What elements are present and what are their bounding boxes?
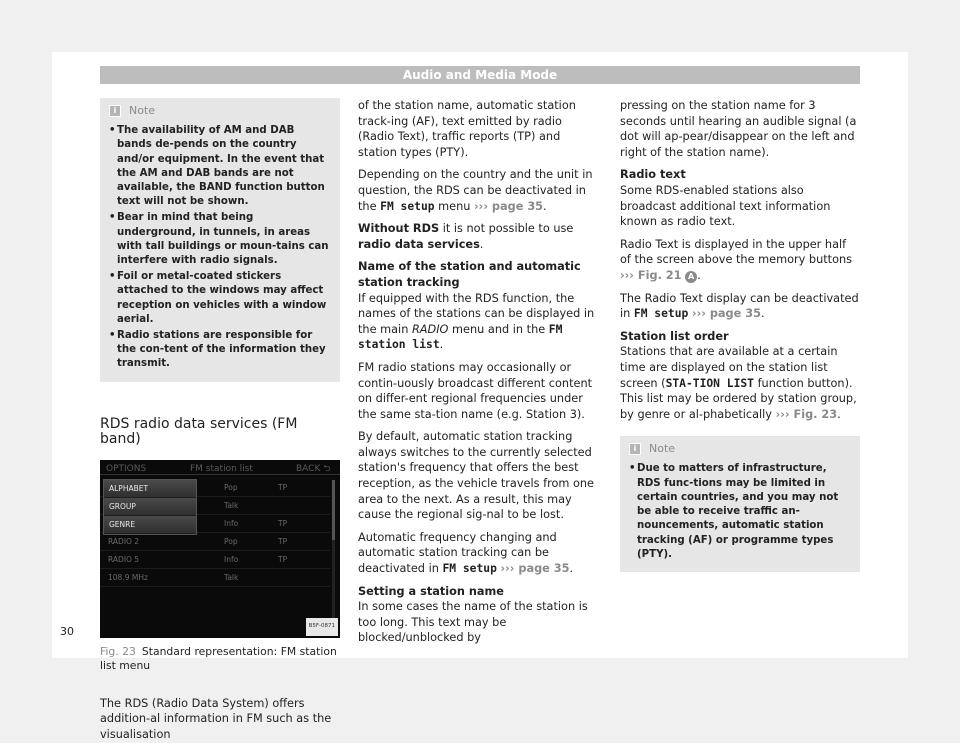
page-number: 30 <box>60 625 74 638</box>
back-arrow-icon: ⮌ <box>323 463 331 474</box>
section-title: RDS radio data services (FM band) <box>100 415 298 448</box>
paragraph: In some cases the name of the station is too long. This text may be blocked/unblocked by <box>358 600 588 645</box>
paragraph: The Radio Text display can be deactivated in FM setup ››› page 35. <box>620 291 859 321</box>
paragraph: Stations that are available at a certain time are displayed on the station list screen (STA-TION LIST function button). This list may be ordered by station group, by genre or al-phabetically ››› Fig. 23. <box>620 345 857 421</box>
note-item: • Foil or metal-coated stickers attached to the windows may affect reception on vehicles with a window aerial. <box>109 271 327 325</box>
station-row: 108.9 MHz Talk <box>100 569 330 587</box>
figure-code: B5F-0871 <box>306 618 338 636</box>
subheading: Setting a station name <box>358 584 504 598</box>
station-row: RADIO 2 Pop TP <box>100 533 330 551</box>
paragraph: Automatic frequency changing and automatic station tracking can be deactivated in FM setup ››› page 35. <box>358 530 574 576</box>
subheading-paragraph <box>620 167 860 183</box>
subheading: Radio text <box>620 168 686 182</box>
paragraph: By default, automatic station tracking always switches to the currently selected station's frequency that offers the best reception, as the vehicle travels from one area to the next. As a result, this may cause the regional sig-nal to be lost. <box>358 430 595 522</box>
subheading-paragraph <box>358 584 601 600</box>
figure-reference-link: ››› Fig. 21 <box>620 268 682 282</box>
paragraph: FM radio stations may occasionally or contin-uously broadcast different content on differ-ent regional frequencies under the same sta-tion name (e.g. Station 3). <box>358 360 593 421</box>
column-left <box>100 98 340 743</box>
note-header <box>109 104 331 118</box>
screen-scrollbar <box>332 480 335 620</box>
station-row: Info TP <box>100 515 330 533</box>
subheading: Station list order <box>620 329 729 343</box>
screen-options-button: OPTIONS <box>106 463 147 474</box>
paragraph: The RDS (Radio Data System) offers addition-al information in FM such as the visualisation <box>100 696 332 742</box>
screen-back-button: BACK ⮌ <box>296 463 331 474</box>
note-box <box>100 98 340 382</box>
note-header <box>629 442 851 456</box>
subheading-paragraph <box>620 329 860 345</box>
page-reference-link: ››› page 35 <box>500 562 570 576</box>
page-reference-link: ››› page 35 <box>691 307 761 321</box>
paragraph: of the station name, automatic station track-ing (AF), text emitted by radio (Radio Text), traffic reports (TP) and station types (PTY). <box>358 99 576 159</box>
paragraph: pressing on the station name for 3 seconds until hearing an audible signal (a dot will ap-pear/disappear on the left and right of the station name). <box>620 99 857 159</box>
column-middle <box>358 98 601 653</box>
note-item: • Radio stations are responsible for the con-tent of the information they transmit. <box>109 330 326 370</box>
paragraph: Without RDS it is not possible to use radio data services. <box>358 222 574 251</box>
screen-divider <box>100 474 340 475</box>
subheading: Name of the station and automatic station tracking <box>358 260 581 289</box>
note-item: • Due to matters of infrastructure, RDS func-tions may be limited in certain countries, and you may not be able to receive traffic an-nouncements, automatic station tracking (AF) or programme types (PTY). <box>629 463 839 560</box>
note-box <box>620 436 860 572</box>
subheading-paragraph <box>358 259 601 290</box>
page-header: Audio and Media Mode <box>100 66 860 84</box>
figure-label: Fig. 23 <box>100 644 136 658</box>
station-row: Pop TP <box>100 479 330 497</box>
paragraph: Radio Text is displayed in the upper half of the screen above the memory buttons ››› Fig. 21 A . <box>620 237 853 282</box>
menu-item-group: GROUP <box>104 498 196 516</box>
info-icon: i <box>109 105 121 117</box>
fm-station-list-screen <box>100 460 340 638</box>
callout-a-icon: A <box>685 271 697 283</box>
options-menu <box>103 479 197 535</box>
station-row: Talk <box>100 497 330 515</box>
figure-caption: Fig. 23 Standard representation: FM station list menu <box>100 644 337 673</box>
paragraph: If equipped with the RDS function, the names of the stations can be displayed in the main RADIO menu and in the FM station list. <box>358 291 595 352</box>
paragraph: Depending on the country and the unit in question, the RDS can be deactivated in the FM setup menu ››› page 35. <box>358 168 593 213</box>
note-title: Note <box>649 442 676 456</box>
page-reference-link: ››› page 35 <box>474 199 544 213</box>
menu-item-alphabet: ALPHABET <box>104 480 196 498</box>
note-item: • The availability of AM and DAB bands de-pends on the country and/or equipment. In the event that the AM and DAB bands are not available, the BAND function button text will not be shown. <box>109 125 325 208</box>
note-item: • Bear in mind that being underground, in tunnels, in areas with tall buildings or moun-tains can interfere with radio signals. <box>109 212 329 267</box>
note-title: Note <box>129 104 156 117</box>
menu-item-genre: GENRE <box>104 516 196 534</box>
screen-title: FM station list <box>190 463 253 474</box>
figure-reference-link: ››› Fig. 23 <box>775 407 838 421</box>
paragraph: Some RDS-enabled stations also broadcast additional text information known as radio text. <box>620 183 831 229</box>
station-row: RADIO 5 Info TP <box>100 551 330 569</box>
column-right <box>620 98 860 572</box>
info-icon: i <box>629 443 641 455</box>
